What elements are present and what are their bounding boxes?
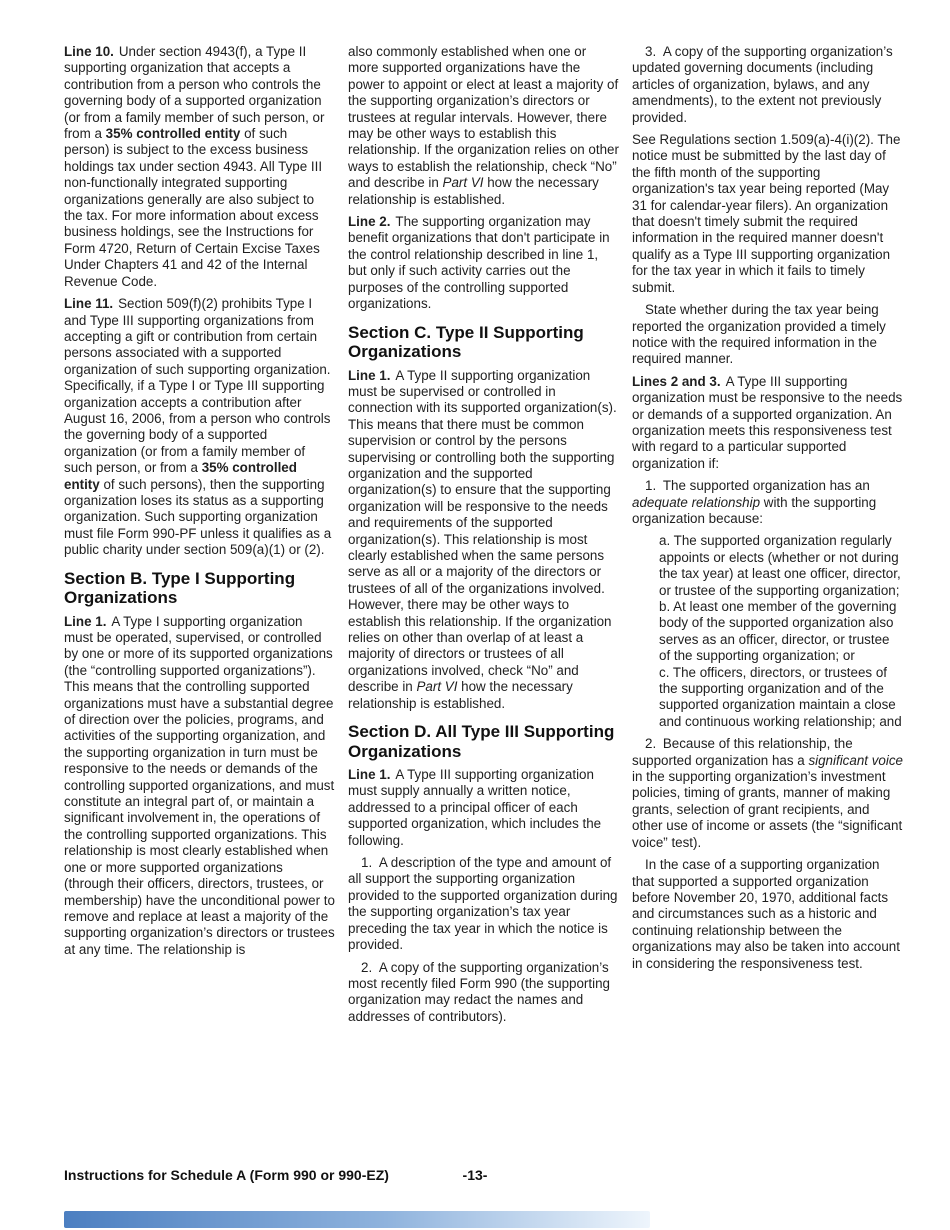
list-item: 2. Because of this relationship, the supported organization has a significant voice in the supporting organization’s investment policies, timing of grants, manner of making grants, selection of grant recipients, and other use of income or assets (the “significant voice” test). xyxy=(632,736,903,850)
paragraph: See Regulations section 1.509(a)-4(i)(2). The notice must be submitted by the last day of the fifth month of the supporting organization's tax year being reported (May 31 for calendar-year filers). An organization that doesn't timely submit the required information in the required manner doesn't qualify as a Type III supporting organization for the tax year in which it fails to timely submit. xyxy=(632,132,901,295)
column-1 xyxy=(64,44,335,1031)
column-2 xyxy=(348,44,619,1031)
paragraph: Line 2. The supporting organization may benefit organizations that don't participate in the control relationship described in line 1, but only if such activity carries out the purposes of the controlling supported organizations. xyxy=(348,214,610,312)
sub-list-item: a. The supported organization regularly appoints or elects (whether or not during the tax year) at least one officer, director, or trustee of the supporting organization; xyxy=(659,533,901,598)
paragraph: In the case of a supporting organization that supported a supported organization before November 20, 1970, additional facts and circumstances such as a historic and continuing relationship between the organizations may also be taken into account in considering the responsiveness test. xyxy=(632,857,900,971)
page-number: -13- xyxy=(462,1167,488,1183)
progress-bar xyxy=(64,1211,650,1228)
column-3 xyxy=(632,44,903,1031)
paragraph: Lines 2 and 3. A Type III supporting organization must be responsive to the needs or demands of a supported organization. An organization meets this responsiveness test with regard to a particular supported organization if: xyxy=(632,373,903,471)
paragraph: Line 1. A Type I supporting organization must be operated, supervised, or controlled by one or more of its supported organizations (the “controlling supported organizations”). This means that the controlling supported organizations must have a substantial degree of direction over the policies, programs, and activities of the supporting organization, and the supporting organization in turn must be responsive to the needs or demands of the controlling supported organizations, and must constitute an integral part of, or maintain a significant involvement in, the operations of the controlling supported organizations. This relationship is most clearly established when one or more supported organizations (through their officers, directors, trustees, or membership) have the unconditional power to remove and replace at least a majority of the supporting organization’s directors or trustees at any time. The relationship is xyxy=(64,613,335,957)
paragraph: Line 1. A Type III supporting organization must supply annually a written notice, addressed to a principal officer of each supported organization, which includes the following. xyxy=(348,767,602,848)
paragraph: Line 11. Section 509(f)(2) prohibits Type I and Type III supporting organizations from accepting a gift or contribution from certain persons associated with a supported organization of such supporting organization. Specifically, if a Type I or Type III supporting organization accepts a contribution after August 16, 2006, from a person who controls the governing body of a supported organization (or from a family member of such person, or from a 35% controlled entity of such persons), then the supporting organization loses its status as a supporting organization. Such supporting organization must file Form 990-PF unless it qualifies as a public charity under section 509(a)(1) or (2). xyxy=(64,296,332,558)
paragraph: State whether during the tax year being reported the organization provided a timely notice with the required information in the required manner. xyxy=(632,302,886,367)
sub-list-item: c. The officers, directors, or trustees of the supporting organization and of the supported organization maintain a close and continuous working relationship; and xyxy=(659,664,902,729)
section-heading: Section D. All Type III Supporting Organizations xyxy=(348,722,615,761)
paragraph: Line 1. A Type II supporting organization must be supervised or controlled in connection with its supported organization(s). This means that there must be common supervision or control by the persons supervising or controlling both the supporting organization and the supported organization(s) to ensure that the supporting organization will be responsive to the needs and requirements of the supported organization(s). This relationship is most clearly established when the same persons serve as all or a majority of the directors or trustees of all of the organizations involved. However, there may be other ways to establish this relationship. If the organization relies on other than overlap of at least a majority of directors or trustees of all organizations involved, check “No” and describe in Part VI how the necessary relationship is established. xyxy=(348,367,617,711)
paragraph: also commonly established when one or more supported organizations have the power to appoint or elect at least a majority of the supporting organization’s directors or trustees at regular intervals. However, there may be other ways to establish this relationship. If the organization relies on other ways to establish the relationship, check “No” and describe in Part VI how the necessary relationship is established. xyxy=(348,44,619,207)
list-item: 3. A copy of the supporting organization’s updated governing documents (including articles of organization, bylaws, and any amendments), to the extent not previously provided. xyxy=(632,44,893,125)
text-columns xyxy=(64,44,903,1031)
section-heading: Section C. Type II Supporting Organizations xyxy=(348,322,584,361)
list-item: 1. A description of the type and amount of all support the supporting organization provided to the supported organization during the supporting organization’s tax year preceding the tax year in which the notice is provided. xyxy=(348,855,618,953)
footer-title: Instructions for Schedule A (Form 990 or 990-EZ) xyxy=(64,1167,389,1183)
sub-list-item: b. At least one member of the governing body of the supported organization also serves as an officer, director, or trustee of the supporting organization; or xyxy=(659,599,897,664)
list-item: 1. The supported organization has an adequate relationship with the supporting organization because: xyxy=(632,478,877,526)
section-heading: Section B. Type I Supporting Organizations xyxy=(64,568,296,608)
paragraph: Line 10. Under section 4943(f), a Type II supporting organization that accepts a contribution from a person who controls the governing body of a supported organization (or from a family member of such person, or from a 35% controlled entity of such person) is subject to the excess business holdings tax under section 4943. All Type III non-functionally integrated supporting organizations generally are also subject to the tax. For more information about excess business holdings, see the Instructions for Form 4720, Return of Certain Excise Taxes Under Chapters 41 and 42 of the Internal Revenue Code. xyxy=(64,44,325,289)
list-item: 2. A copy of the supporting organization’s most recently filed Form 990 (the supporting organization may redact the names and addresses of contributors). xyxy=(348,959,610,1024)
